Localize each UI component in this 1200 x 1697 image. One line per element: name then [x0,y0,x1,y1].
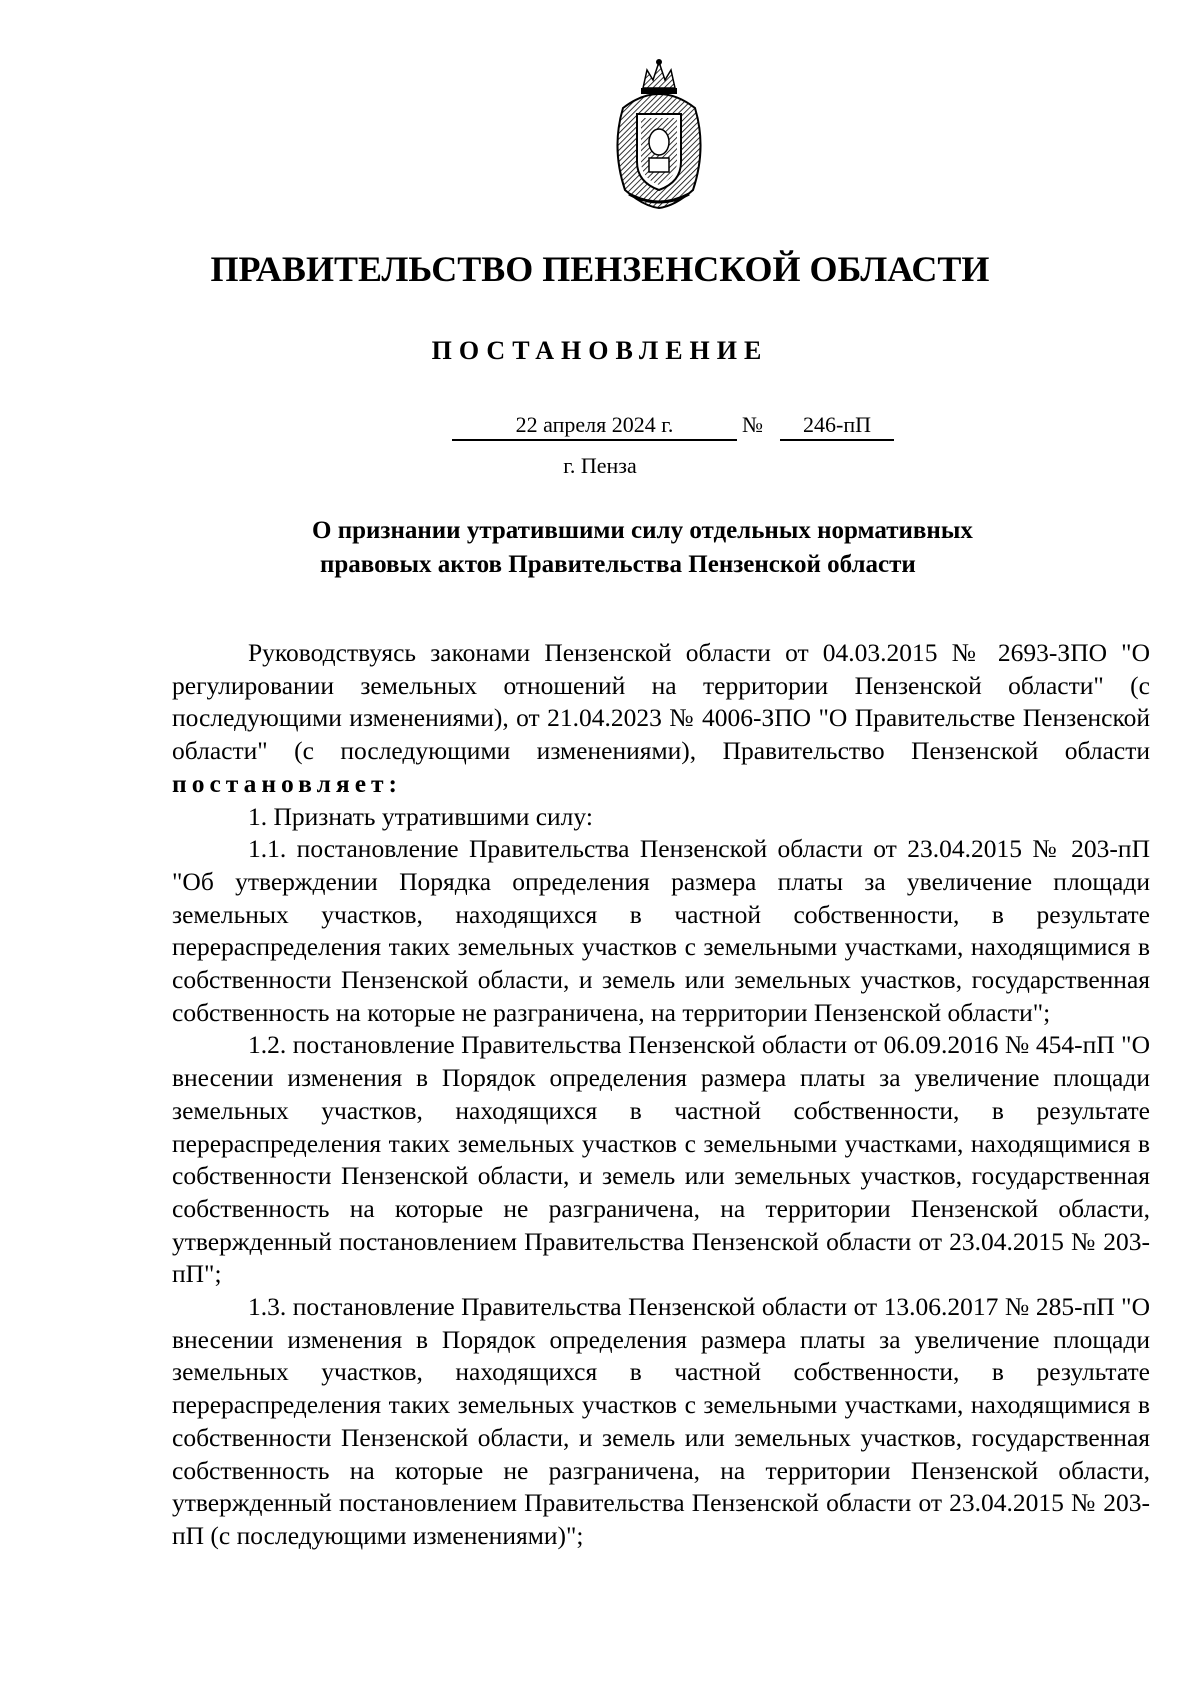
item-1-2: 1.2. постановление Правительства Пензенской области от 06.09.2016 № 454-пП "О внесении изменения в Порядок определения размера платы за увеличение площади земельных участков, находящихся в частной собственности, в результате перераспределения таких земельных участков с земельными участками, находящимися в собственности Пензенской области, и земель или земельных участков, государственная собственность на которые не разграничена, на территории Пензенской области, утвержденный постановлением Правительства Пензенской области от 23.04.2015 № 203-пП"; [172,1030,1150,1289]
document-date: 22 апреля 2024 г. [452,411,737,441]
decree-word: постановляет: [172,768,403,798]
preamble-paragraph [172,637,1150,801]
document-type-heading: ПОСТАНОВЛЕНИЕ [431,336,769,365]
document-subject [300,514,1080,582]
item-1-1: 1.1. постановление Правительства Пензенской области от 23.04.2015 № 203-пП "Об утверждении Порядка определения размера платы за увеличение площади земельных участков, находящихся в частной собственности, в результате перераспределения таких земельных участков с земельными участками, находящимися в собственности Пензенской области, и земель или земельных участков, государственная собственность на которые не разграничена, на территории Пензенской области"; [172,834,1150,1027]
document-body [172,637,1150,1553]
number-sign: № [742,412,763,437]
subject-line-2: правовых актов Правительства Пензенской области [320,551,916,578]
document-city: г. Пенза [563,453,637,478]
item-1-3: 1.3. постановление Правительства Пензенской области от 13.06.2017 № 285-пП "О внесении изменения в Порядок определения размера платы за увеличение площади земельных участков, находящихся в частной собственности, в результате перераспределения таких земельных участков с земельными участками, находящимися в собственности Пензенской области, и земель или земельных участков, государственная собственность на которые не разграничена, на территории Пензенской области, утвержденный постановлением Правительства Пензенской области от 23.04.2015 № 203-пП (с последующими изменениями)"; [172,1292,1150,1550]
subject-line-1: О признании утратившими силу отдельных нормативных [312,517,973,544]
organization-title: ПРАВИТЕЛЬСТВО ПЕНЗЕНСКОЙ ОБЛАСТИ [210,249,990,289]
preamble-text: Руководствуясь законами Пензенской области от 04.03.2015 № 2693-ЗПО "О регулировании земельных отношений на территории Пензенской области" (с последующими изменениями), от 21.04.2023 № 4006-ЗПО "О Правительстве Пензенской области" (с последующими изменениями), Правительство Пензенской области [172,638,1150,766]
item-1: 1. Признать утратившими силу: [248,801,593,831]
document-number: 246-пП [780,411,894,441]
coat-of-arms-emblem [603,58,715,210]
coat-of-arms-icon [603,58,715,210]
